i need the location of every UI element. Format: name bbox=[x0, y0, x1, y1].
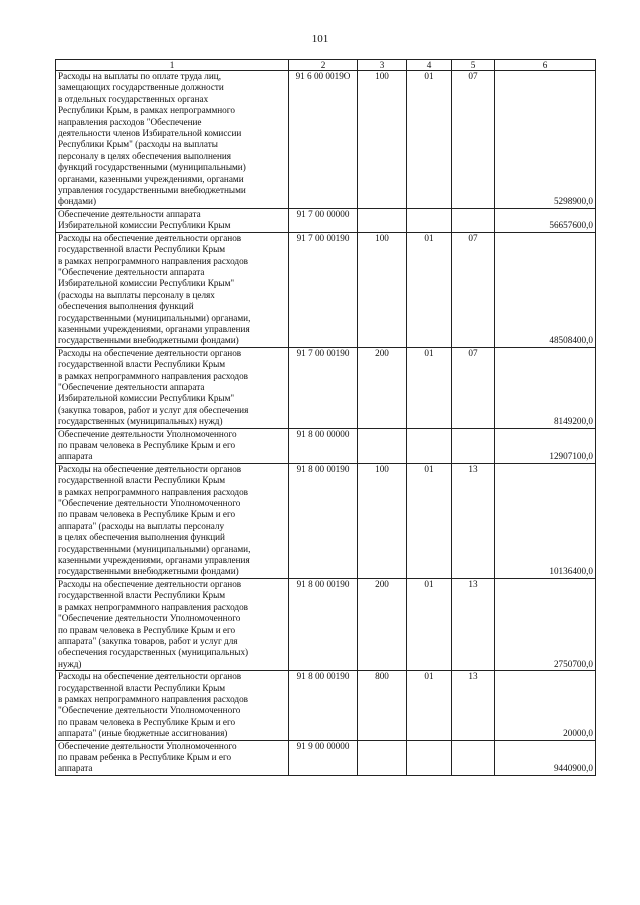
row-sum: 56657600,0 bbox=[495, 208, 596, 232]
row-name: Расходы на обеспечение деятельности органов государственной власти Республики Крым в рамках непрограммного направления расходов "Обеспечение деятельности Уполномоченного по правам человека в Республике Крым и его аппарата" (закупка товаров, работ и услуг для обеспечения государственных (муниципальных) нужд) bbox=[56, 578, 289, 670]
row-subsection bbox=[452, 208, 495, 232]
table-row bbox=[56, 463, 596, 578]
row-code: 91 7 00 00190 bbox=[289, 347, 358, 428]
row-section bbox=[407, 208, 452, 232]
row-subsection: 07 bbox=[452, 232, 495, 347]
row-code: 91 8 00 00000 bbox=[289, 428, 358, 463]
table-header-row bbox=[56, 60, 596, 71]
row-expense-type bbox=[358, 740, 407, 775]
row-sum: 48508400,0 bbox=[495, 232, 596, 347]
page-number: 101 bbox=[311, 33, 329, 45]
row-expense-type: 200 bbox=[358, 578, 407, 670]
row-name: Расходы на обеспечение деятельности органов государственной власти Республики Крым в рамках непрограммного направления расходов "Обеспечение деятельности аппарата Избирательной комиссии Республики Крым" (расходы на выплаты персоналу в целях обеспечения выполнения функций государственными (муниципальными) органами, казенными учреждениями, органами управления государственными внебюджетными фондами) bbox=[56, 232, 289, 347]
header-col-2: 2 bbox=[289, 60, 358, 71]
row-expense-type: 200 bbox=[358, 347, 407, 428]
row-section: 01 bbox=[407, 463, 452, 578]
header-col-4: 4 bbox=[407, 60, 452, 71]
row-code: 91 8 00 00190 bbox=[289, 578, 358, 670]
row-name: Обеспечение деятельности Уполномоченного по правам ребенка в Республике Крым и его аппарата bbox=[56, 740, 289, 775]
row-section: 01 bbox=[407, 71, 452, 209]
row-subsection bbox=[452, 740, 495, 775]
row-name: Обеспечение деятельности аппарата Избирательной комиссии Республики Крым bbox=[56, 208, 289, 232]
row-sum: 5298900,0 bbox=[495, 71, 596, 209]
row-sum: 10136400,0 bbox=[495, 463, 596, 578]
table-row bbox=[56, 671, 596, 740]
row-name: Расходы на выплаты по оплате труда лиц, замещающих государственные должности в отдельных государственных органах Республики Крым, в рамках непрограммного направления расходов "Обеспечение деятельности членов Избирательной комиссии Республики Крым" (расходы на выплаты персоналу в целях обеспечения выполнения функций государственными (муниципальными) органами, казенными учреждениями, органами управления государственными внебюджетными фондами) bbox=[56, 71, 289, 209]
budget-table bbox=[55, 59, 596, 776]
row-code: 91 7 00 00000 bbox=[289, 208, 358, 232]
row-section: 01 bbox=[407, 671, 452, 740]
row-expense-type: 100 bbox=[358, 71, 407, 209]
row-name: Расходы на обеспечение деятельности органов государственной власти Республики Крым в рамках непрограммного направления расходов "Обеспечение деятельности Уполномоченного по правам человека в Республике Крым и его аппарата" (расходы на выплаты персоналу в целях обеспечения выполнения функций государственными (муниципальными) органами, казенными учреждениями, органами управления государственными внебюджетными фондами) bbox=[56, 463, 289, 578]
table-row bbox=[56, 347, 596, 428]
table-row bbox=[56, 232, 596, 347]
row-sum: 2750700,0 bbox=[495, 578, 596, 670]
row-code: 91 8 00 00190 bbox=[289, 463, 358, 578]
row-name: Обеспечение деятельности Уполномоченного по правам человека в Республике Крым и его аппарата bbox=[56, 428, 289, 463]
row-code: 91 6 00 0019O bbox=[289, 71, 358, 209]
row-expense-type bbox=[358, 208, 407, 232]
row-expense-type bbox=[358, 428, 407, 463]
row-section: 01 bbox=[407, 578, 452, 670]
row-subsection: 13 bbox=[452, 671, 495, 740]
row-expense-type: 800 bbox=[358, 671, 407, 740]
header-col-1: 1 bbox=[56, 60, 289, 71]
row-sum: 20000,0 bbox=[495, 671, 596, 740]
row-subsection: 07 bbox=[452, 347, 495, 428]
row-section: 01 bbox=[407, 232, 452, 347]
table-row bbox=[56, 578, 596, 670]
row-section bbox=[407, 740, 452, 775]
row-subsection: 07 bbox=[452, 71, 495, 209]
row-expense-type: 100 bbox=[358, 463, 407, 578]
row-subsection bbox=[452, 428, 495, 463]
table-row bbox=[56, 71, 596, 209]
row-section bbox=[407, 428, 452, 463]
row-sum: 12907100,0 bbox=[495, 428, 596, 463]
header-col-5: 5 bbox=[452, 60, 495, 71]
row-subsection: 13 bbox=[452, 578, 495, 670]
row-expense-type: 100 bbox=[358, 232, 407, 347]
row-subsection: 13 bbox=[452, 463, 495, 578]
header-col-6: 6 bbox=[495, 60, 596, 71]
row-code: 91 8 00 00190 bbox=[289, 671, 358, 740]
table-row bbox=[56, 428, 596, 463]
row-code: 91 9 00 00000 bbox=[289, 740, 358, 775]
table-row bbox=[56, 740, 596, 775]
row-name: Расходы на обеспечение деятельности органов государственной власти Республики Крым в рамках непрограммного направления расходов "Обеспечение деятельности аппарата Избирательной комиссии Республики Крым" (закупка товаров, работ и услуг для обеспечения государственных (муниципальных) нужд) bbox=[56, 347, 289, 428]
table-row bbox=[56, 208, 596, 232]
row-section: 01 bbox=[407, 347, 452, 428]
header-col-3: 3 bbox=[358, 60, 407, 71]
row-name: Расходы на обеспечение деятельности органов государственной власти Республики Крым в рамках непрограммного направления расходов "Обеспечение деятельности Уполномоченного по правам человека в Республике Крым и его аппарата" (иные бюджетные ассигнования) bbox=[56, 671, 289, 740]
row-code: 91 7 00 00190 bbox=[289, 232, 358, 347]
row-sum: 8149200,0 bbox=[495, 347, 596, 428]
row-sum: 9440900,0 bbox=[495, 740, 596, 775]
